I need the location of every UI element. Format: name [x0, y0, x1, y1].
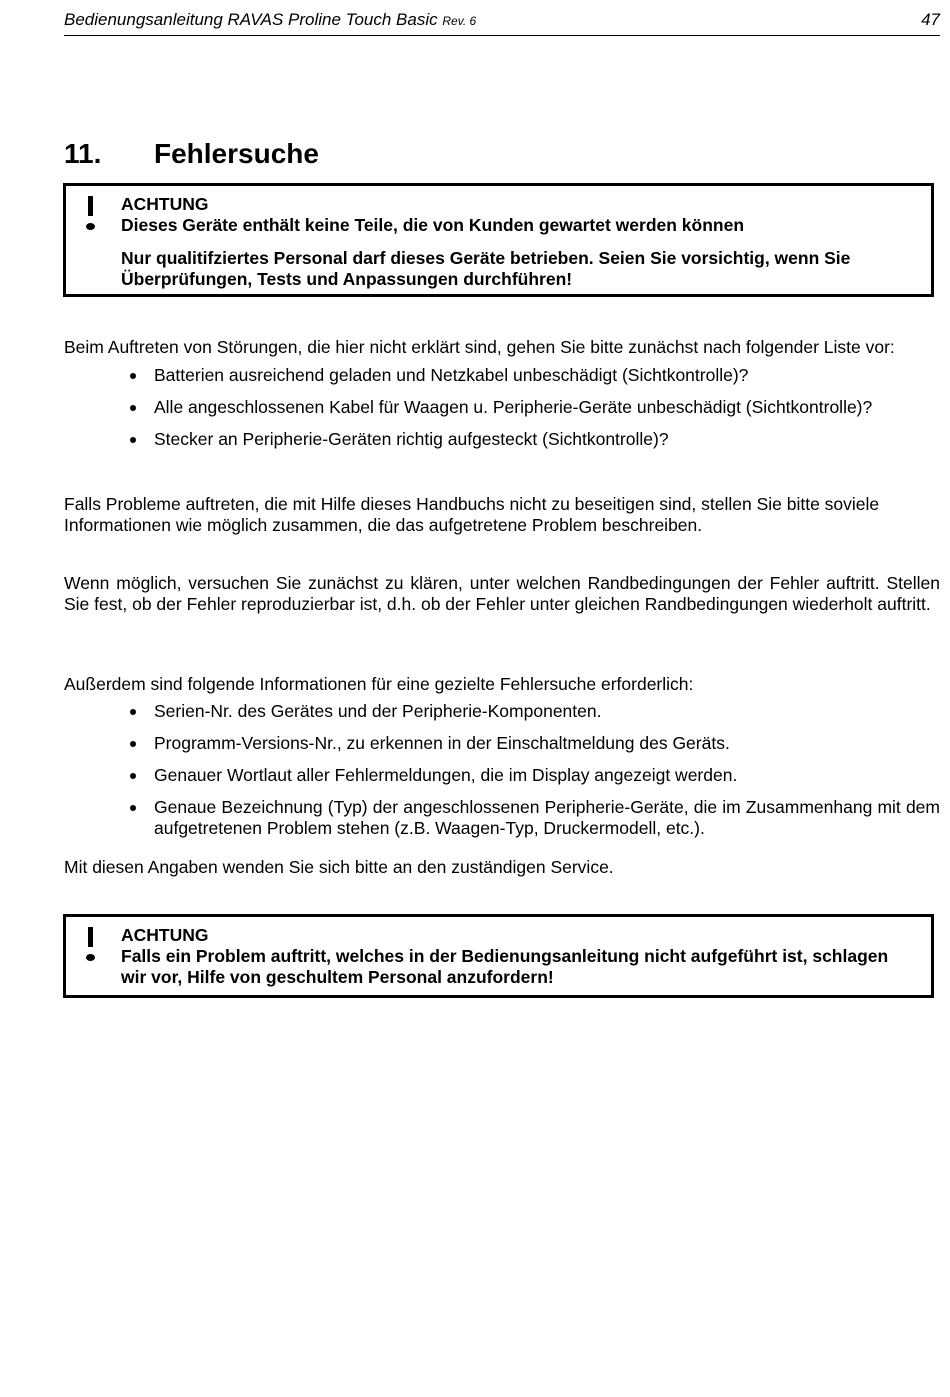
warning-2-line1: Falls ein Problem auftritt, welches in der Bedienungsanleitung nicht aufgeführt ist, schlagen wir vor, Hilfe von geschultem Personal anzufordern!	[121, 946, 889, 987]
section-number: 11.	[64, 138, 102, 169]
problems-paragraph: Falls Probleme auftreten, die mit Hilfe dieses Handbuchs nicht zu beseitigen sind, stellen Sie bitte soviele Informationen wie möglich zusammen, die das aufgetretene Problem beschreiben.	[64, 494, 880, 535]
page-number: 47	[921, 10, 940, 29]
warning-1-line1: Dieses Geräte enthält keine Teile, die von Kunden gewartet werden können	[121, 215, 745, 235]
warning-2-heading: ACHTUNG	[121, 925, 209, 945]
section-title: Fehlersuche	[154, 138, 319, 169]
checklist-item: Stecker an Peripherie-Geräten richtig aufgesteckt (Sichtkontrolle)?	[154, 429, 940, 450]
service-paragraph: Mit diesen Angaben wenden Sie sich bitte an den zuständigen Service.	[64, 857, 614, 877]
warning-1-content	[121, 194, 917, 290]
warning-box-2	[63, 914, 934, 998]
warning-1-line2: Nur qualitifziertes Personal darf dieses Geräte betrieben. Seien Sie vorsichtig, wenn Sie Überprüfungen, Tests und Anpassungen durchführen!	[121, 248, 851, 289]
info-list-item: Genauer Wortlaut aller Fehlermeldungen, die im Display angezeigt werden.	[154, 765, 940, 786]
info-list	[154, 701, 940, 850]
header-title	[64, 10, 476, 30]
warning-1-heading: ACHTUNG	[121, 194, 209, 214]
warning-box-1	[63, 183, 934, 297]
page-header	[64, 10, 940, 36]
warning-2-content	[121, 925, 917, 988]
info-intro-paragraph: Außerdem sind folgende Informationen für eine gezielte Fehlersuche erforderlich:	[64, 674, 694, 694]
checklist-item: Alle angeschlossenen Kabel für Waagen u. Peripherie-Geräte unbeschädigt (Sichtkontrolle)?	[154, 397, 940, 418]
section-heading	[64, 138, 319, 170]
intro-paragraph: Beim Auftreten von Störungen, die hier nicht erklärt sind, gehen Sie bitte zunächst nach folgender Liste vor:	[64, 337, 895, 357]
header-manual-title: Bedienungsanleitung RAVAS Proline Touch Basic	[64, 10, 438, 29]
checklist	[154, 365, 940, 461]
header-revision: Rev. 6	[442, 14, 477, 28]
info-list-item: Genaue Bezeichnung (Typ) der angeschlossenen Peripherie-Geräte, die im Zusammenhang mit dem aufgetretenen Problem stehen (z.B. Waagen-Typ, Druckermodell, etc.).	[154, 797, 940, 838]
info-list-item: Programm-Versions-Nr., zu erkennen in der Einschaltmeldung des Geräts.	[154, 733, 940, 754]
info-list-item: Serien-Nr. des Gerätes und der Peripherie-Komponenten.	[154, 701, 940, 722]
conditions-paragraph: Wenn möglich, versuchen Sie zunächst zu klären, unter welchen Randbedingungen der Fehler auftritt. Stellen Sie fest, ob der Fehler reproduzierbar ist, d.h. ob der Fehler unter gleichen Randbedingungen wiederholt auftritt.	[64, 573, 940, 614]
checklist-item: Batterien ausreichend geladen und Netzkabel unbeschädigt (Sichtkontrolle)?	[154, 365, 940, 386]
